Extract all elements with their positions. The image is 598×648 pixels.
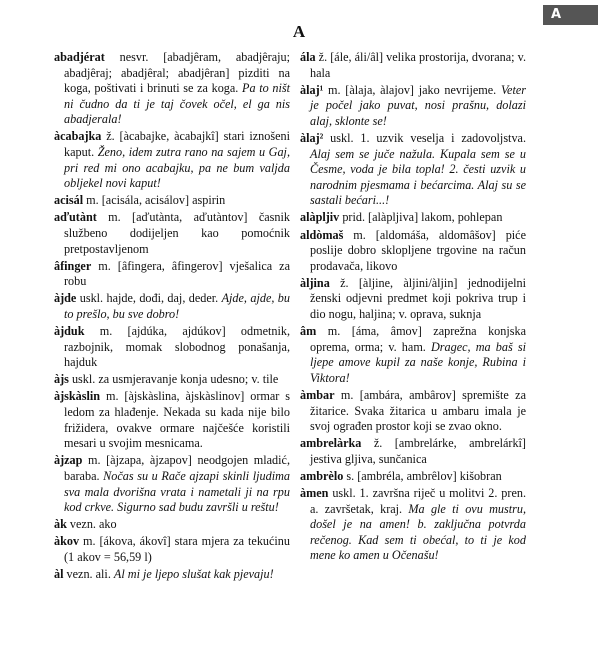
entry-headword: aďutànt	[54, 210, 97, 225]
entry-headword: ambrelàrka	[300, 436, 362, 451]
entry-definition: m. [àjzapa, àjzapov] neodgojen mladić, baraba.	[64, 453, 290, 483]
page-tab-letter: A	[543, 5, 598, 25]
dictionary-entry	[300, 210, 526, 226]
entry-example: Dragec, ma baš si ljepe amove kupil za naše konje, Rubina i Viktora!	[310, 339, 526, 385]
entry-headword: âfinger	[54, 258, 92, 273]
entry-headword: àmen	[300, 486, 329, 501]
dictionary-entry	[300, 228, 526, 275]
dictionary-entry	[54, 324, 290, 371]
entry-definition: m. [acisála, acisálov] aspirin	[83, 193, 226, 208]
entry-example: Pa to ništ ni čudno da ti je taj čovek očel, el ga nis abadjerala!	[64, 81, 290, 127]
entry-definition: m. [àlaja, àlajov] jako nevrijeme.	[323, 82, 501, 97]
dictionary-entry	[54, 534, 290, 565]
entry-headword: aldòmaš	[300, 227, 344, 242]
entry-headword: àmbar	[300, 387, 335, 402]
entry-definition: uskl. za usmjeravanje konja udesno; v. tile	[68, 372, 279, 387]
entry-headword: àk	[54, 517, 67, 532]
dictionary-entry	[54, 50, 290, 128]
dictionary-entry	[300, 486, 526, 564]
entry-headword: ála	[300, 50, 316, 64]
entry-headword: àjde	[54, 291, 77, 306]
entry-definition: ž. [àljine, àljini/àljin] jednodijelni ženski odjevni predmet koji pokriva trup i dio nogu, haljina; v. oprava, suknja	[310, 275, 526, 321]
dictionary-entry	[54, 517, 290, 533]
entry-definition: prid. [alàpljiva] lakom, pohlepan	[339, 210, 503, 225]
entry-definition: m. [âfingera, âfingerov] vješalica za robu	[64, 258, 290, 289]
dictionary-entry	[54, 210, 290, 257]
entry-headword: àcabajka	[54, 129, 102, 144]
dictionary-entry	[300, 469, 526, 485]
entry-definition: uskl. 1. završna riječ u molitvi 2. pren. a. završetak, kraj.	[310, 486, 526, 516]
entry-example: Ma gle ti ovu mustru, došel je na amen! b. zaključna potvrda rečenog. Kad sem ti obećal, to ti je kod mene ko amen u Očenašu!	[310, 501, 526, 563]
entry-definition: uskl. 1. uzvik veselja i zadovoljstva.	[323, 130, 526, 145]
entry-definition: ž. [ále, áli/âl] velika prostorija, dvorana; v. hala	[310, 50, 526, 80]
dictionary-entry	[300, 131, 526, 209]
entry-headword: âm	[300, 324, 317, 339]
entry-definition: vezn. ako	[66, 517, 117, 532]
entry-definition: ž. [ambrelárke, ambrelárkî] jestiva gljiva, sunčanica	[310, 436, 526, 466]
entry-definition: ž. [àcabajke, àcabajkî] stari iznošeni kaput.	[64, 129, 290, 160]
entry-definition: m. [áma, âmov] zaprežna konjska oprema, orma; v. ham.	[310, 324, 526, 354]
entry-headword: àjzap	[54, 453, 83, 468]
dictionary-entry	[300, 436, 526, 467]
dictionary-entry	[54, 129, 290, 191]
entry-example: Ženo, idem zutra rano na sajem u Gaj, pri red mi ono acabajku, pa ne bum valjda obljekel novi kaput!	[64, 145, 290, 191]
dictionary-entry	[54, 389, 290, 451]
entry-definition: m. [ákova, ákovî] stara mjera za tekućinu (1 akov = 56,59 l)	[64, 534, 290, 564]
dictionary-entry	[54, 372, 290, 388]
entry-definition: m. [ambára, ambârov] spremište za žitarice. Svaka žitarica u ambaru imala je svoj ograđen prostor koji se zvao okno.	[310, 387, 526, 434]
entry-headword: àlaj²	[300, 130, 324, 145]
entry-definition: vezn. ali.	[63, 567, 114, 581]
entry-definition: m. [àjskàslina, àjskàslinov] ormar s ledom za hlađenje. Nekada su kada nije bilo frižidera, ovakve ormare najčešće koristili mesari u svojim mesnicama.	[64, 389, 290, 451]
entry-example: Alaj sem se juče nažula. Kupala sem se u Česme, voda je bila topla! 2. česti uzvik u narodnim pjesmama i bećarcima. Alaj su se sastali bećari...!	[310, 146, 526, 208]
dictionary-column-right	[300, 50, 526, 566]
dictionary-entry	[54, 291, 290, 322]
entry-example: Al mi je ljepo slušat kak pjevaju!	[113, 567, 274, 581]
entry-headword: àjskàslin	[54, 389, 101, 404]
entry-definition: s. [ambréla, ambrêlov] kišobran	[343, 468, 502, 483]
entry-definition: uskl. hajde, dođi, daj, deder.	[76, 291, 222, 306]
dictionary-entry	[300, 83, 526, 130]
dictionary-entry	[54, 453, 290, 515]
entry-headword: àjduk	[54, 324, 85, 339]
dictionary-entry	[300, 388, 526, 435]
entry-definition: m. [ajdúka, ajdúkov] odmetnik, razbojnik, momak slobodnog ponašanja, hajduk	[64, 324, 290, 370]
entry-headword: abadjérat	[54, 50, 105, 64]
entry-definition: m. [aďutànta, aďutàntov] časnik službeno dodijeljen kao pomoćnik pretpostavljenom	[64, 210, 290, 256]
dictionary-column-left	[54, 50, 290, 584]
entry-definition: m. [aldomáša, aldomâšov] piće poslije dobro sklopljene trgovine na račun prodavača, likovo	[310, 227, 526, 273]
entry-headword: àljina	[300, 275, 330, 290]
entry-headword: àl	[54, 567, 64, 581]
dictionary-entry	[300, 50, 526, 81]
dictionary-entry	[54, 193, 290, 209]
dictionary-entry	[54, 567, 290, 583]
entry-headword: ambrèlo	[300, 468, 344, 483]
entry-example: Nočas su u Rače ajzapi skinli ljudima sva mala dvorišna vrata i nametali ji na rpu kod crkve. Sigurno sad budu završli u reštu!	[64, 468, 290, 515]
dictionary-entry	[300, 324, 526, 386]
entry-headword: àjs	[54, 372, 69, 387]
entry-headword: àlaj¹	[300, 82, 324, 97]
entry-headword: alàpljiv	[300, 210, 340, 225]
entry-definition: nesvr. [abadjêram, abadjêraju; abadjêraj; abadjêral; abadjêran] pizditi na koga, poštivati i brinuti se za koga.	[64, 50, 290, 96]
entry-example: Ajde, ajde, bu to prešlo, bu sve dobro!	[64, 291, 290, 321]
dictionary-entry	[300, 276, 526, 323]
entry-headword: acisál	[54, 193, 84, 208]
section-letter-heading: A	[292, 22, 306, 41]
dictionary-entry	[54, 259, 290, 290]
entry-example: Veter je počel jako puvat, nosi prašnu, dolazi alaj, sklonte se!	[310, 82, 526, 128]
entry-headword: àkov	[54, 534, 80, 549]
